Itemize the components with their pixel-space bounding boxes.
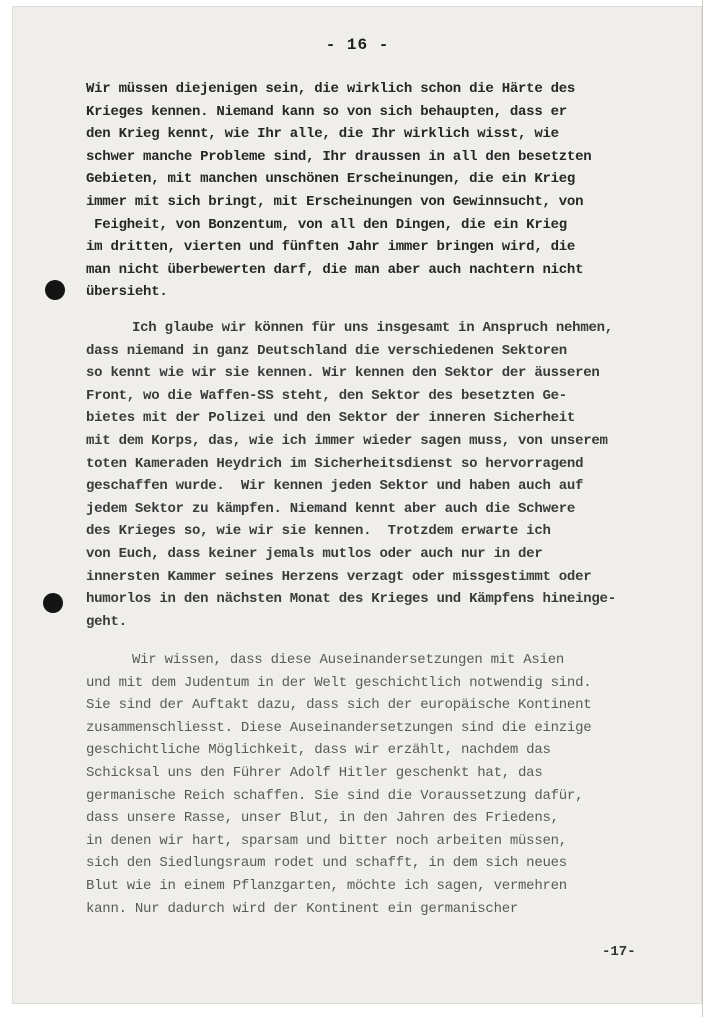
text-line: Schicksal uns den Führer Adolf Hitler geschenkt hat, das bbox=[86, 764, 543, 781]
text-line: in denen wir hart, sparsam und bitter noch arbeiten müssen, bbox=[86, 832, 567, 849]
text-line: des Krieges so, wie wir sie kennen. Trotzdem erwarte ich bbox=[86, 523, 551, 540]
text-line: jedem Sektor zu kämpfen. Niemand kennt aber auch die Schwere bbox=[86, 500, 576, 517]
punch-hole-upper bbox=[45, 280, 65, 300]
text-line: Wir müssen diejenigen sein, die wirklich schon die Härte des bbox=[86, 81, 576, 97]
text-line: so kennt wie wir sie kennen. Wir kennen den Sektor der äusseren bbox=[86, 365, 600, 382]
text-line: geschichtliche Möglichkeit, dass wir erzählt, nachdem das bbox=[86, 742, 551, 759]
text-line: germanische Reich schaffen. Sie sind die Voraussetzung dafür, bbox=[86, 787, 584, 804]
text-line: Blut wie in einem Pflanzgarten, möchte ich sagen, vermehren bbox=[86, 877, 567, 894]
text-line: im dritten, vierten und fünften Jahr immer bringen wird, die bbox=[86, 239, 576, 256]
text-line: geschaffen wurde. Wir kennen jeden Sektor und haben auch auf bbox=[86, 478, 584, 495]
page-number-bottom: -17- bbox=[602, 944, 636, 960]
text-line: man nicht überbewerten darf, die man aber auch nachtern nicht bbox=[86, 261, 584, 278]
text-line: kann. Nur dadurch wird der Kontinent ein germanischer bbox=[86, 900, 519, 917]
text-line: Ich glaube wir können für uns insgesamt in Anspruch nehmen, bbox=[132, 320, 613, 336]
punch-hole-lower bbox=[43, 593, 63, 613]
sheet-edge-divider bbox=[702, 0, 703, 1017]
text-line: Sie sind der Auftakt dazu, dass sich der europäische Kontinent bbox=[86, 697, 592, 714]
text-line: schwer manche Probleme sind, Ihr draussen in all den besetzten bbox=[86, 148, 592, 165]
text-line: Gebieten, mit manchen unschönen Erscheinungen, die ein Krieg bbox=[86, 171, 576, 188]
text-line: Front, wo die Waffen-SS steht, den Sektor des besetzten Ge- bbox=[86, 387, 567, 404]
paragraph-2 bbox=[86, 317, 696, 633]
text-line: geht. bbox=[86, 613, 127, 630]
text-line: Krieges kennen. Niemand kann so von sich behaupten, dass er bbox=[86, 103, 567, 120]
paragraph-3 bbox=[86, 649, 696, 920]
text-line: und mit dem Judentum in der Welt geschichtlich notwendig sind. bbox=[86, 674, 592, 691]
text-line: sich den Siedlungsraum rodet und schafft, in dem sich neues bbox=[86, 855, 567, 872]
paragraph-1 bbox=[86, 78, 696, 304]
text-line: bietes mit der Polizei und den Sektor der inneren Sicherheit bbox=[86, 410, 576, 427]
text-line: den Krieg kennt, wie Ihr alle, die Ihr wirklich wisst, wie bbox=[86, 126, 559, 143]
text-line: zusammenschliesst. Diese Auseinandersetzungen sind die einzige bbox=[86, 719, 592, 736]
text-line: innersten Kammer seines Herzens verzagt oder missgestimmt oder bbox=[86, 568, 592, 585]
text-line: humorlos in den nächsten Monat des Krieges und Kämpfens hineinge- bbox=[86, 591, 616, 608]
text-line: von Euch, dass keiner jemals mutlos oder auch nur in der bbox=[86, 545, 543, 562]
text-line: übersieht. bbox=[86, 284, 168, 301]
text-line: immer mit sich bringt, mit Erscheinungen von Gewinnsucht, von bbox=[86, 193, 584, 210]
page-number-top: - 16 - bbox=[325, 36, 390, 54]
text-line: dass niemand in ganz Deutschland die verschiedenen Sektoren bbox=[86, 342, 567, 359]
text-line: mit dem Korps, das, wie ich immer wieder sagen muss, von unserem bbox=[86, 432, 608, 449]
text-line: Wir wissen, dass diese Auseinandersetzungen mit Asien bbox=[132, 652, 565, 668]
text-line: Feigheit, von Bonzentum, von all den Dingen, die ein Krieg bbox=[86, 216, 567, 233]
text-line: toten Kameraden Heydrich im Sicherheitsdienst so hervorragend bbox=[86, 455, 584, 472]
text-line: dass unsere Rasse, unser Blut, in den Jahren des Friedens, bbox=[86, 810, 559, 827]
